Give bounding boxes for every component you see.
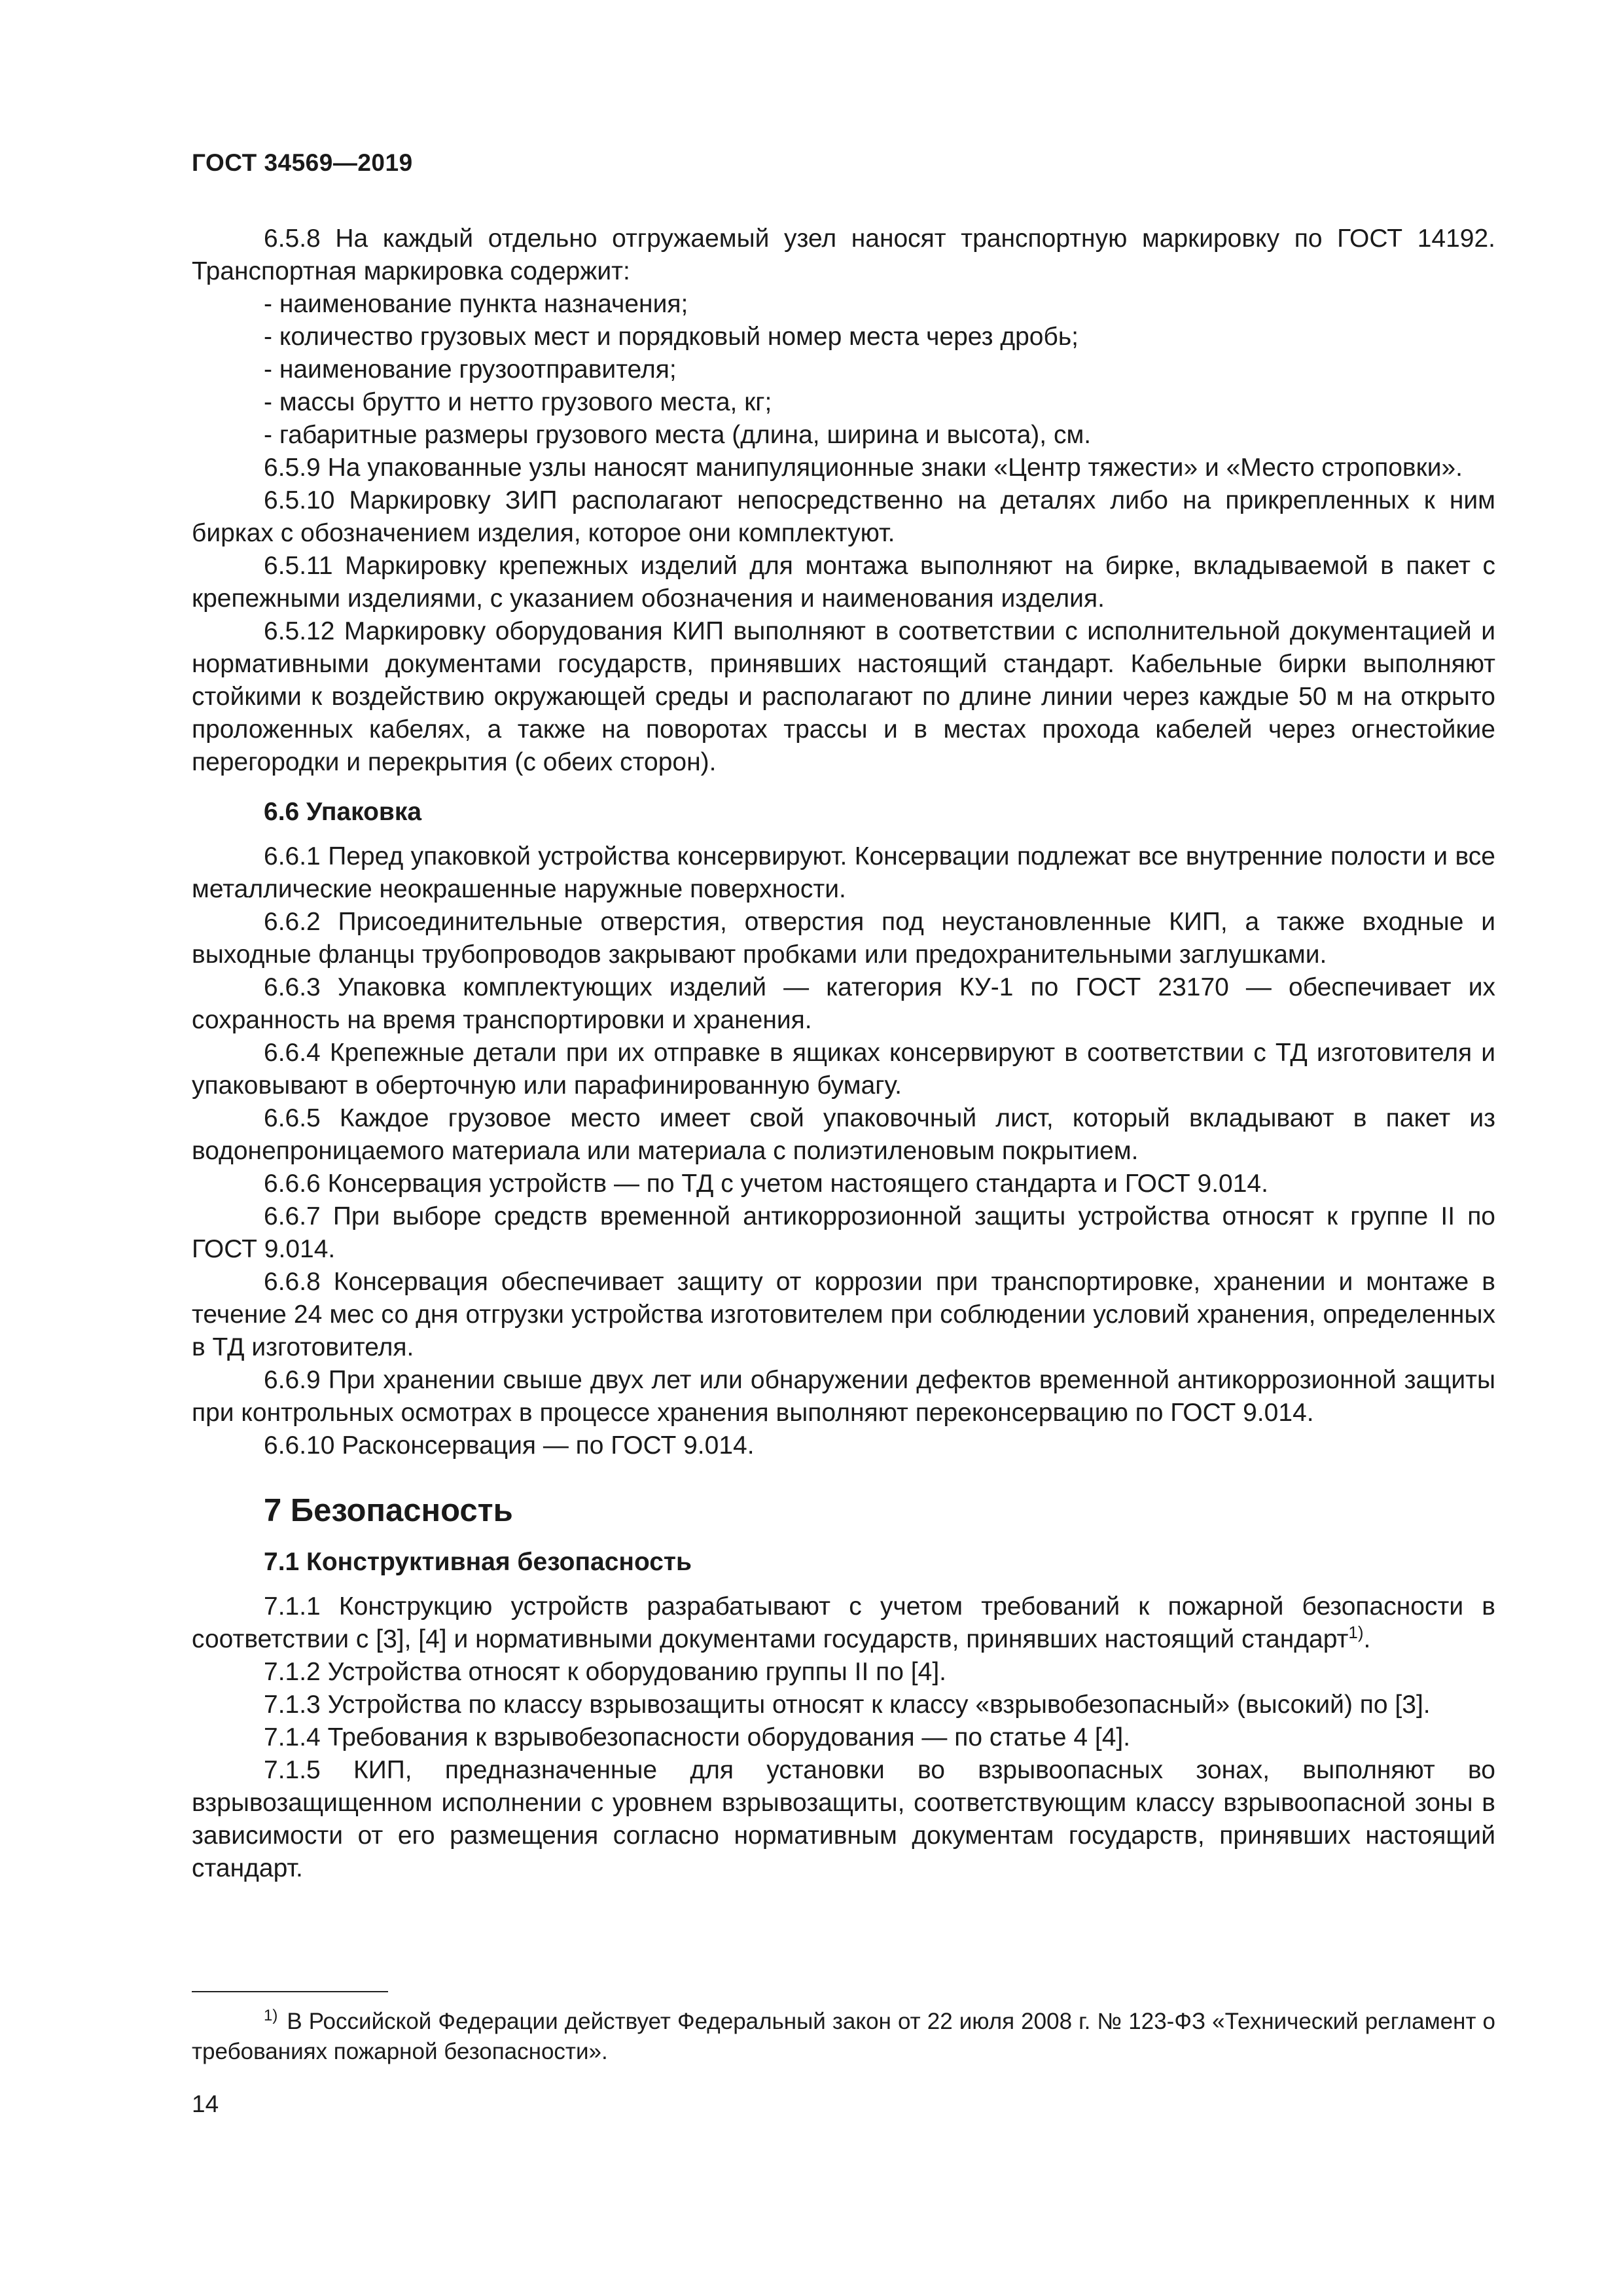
paragraph: 6.5.12 Маркировку оборудования КИП выполняют в соответствии с исполнительной документацией и нормативными документами государств, принявших настоящий стандарт. Кабельные бирки выполняют стойкими к воздействию окружающей среды и располагают по длине линии через каждые 50 м на открыто проложенных кабелях, а также на поворотах трассы и в местах прохода кабелей через огнестойкие перегородки и перекрытия (с обеих сторон). bbox=[192, 617, 1495, 776]
paragraph: 6.6.4 Крепежные детали при их отправке в ящиках консервируют в соответствии с ТД изготовителя и упаковывают в оберточную или парафинированную бумагу. bbox=[192, 1039, 1495, 1100]
list-item: - габаритные размеры грузового места (длина, ширина и высота), см. bbox=[264, 421, 1092, 449]
paragraph: 6.5.11 Маркировку крепежных изделий для монтажа выполняют на бирке, вкладываемой в пакет с крепежными изделиями, с указанием обозначения и наименования изделия. bbox=[192, 552, 1495, 613]
paragraph: 6.6.7 При выборе средств временной антикоррозионной защиты устройства относят к группе II по ГОСТ 9.014. bbox=[192, 1202, 1495, 1263]
paragraph-end: . bbox=[1363, 1625, 1371, 1653]
section-heading-7-1: 7.1 Конструктивная безопасность bbox=[264, 1548, 692, 1576]
paragraph: 7.1.3 Устройства по классу взрывозащиты относят к классу «взрывобезопасный» (высокий) по [3]. bbox=[264, 1691, 1431, 1719]
paragraph: 6.6.1 Перед упаковкой устройства консервируют. Консервации подлежат все внутренние полости и все металлические неокрашенные наружные поверхности. bbox=[192, 842, 1495, 903]
document-header: ГОСТ 34569—2019 bbox=[192, 149, 413, 176]
paragraph: 7.1.4 Требования к взрывобезопасности оборудования — по статье 4 [4]. bbox=[264, 1723, 1131, 1751]
list-item: - наименование пункта назначения; bbox=[264, 290, 688, 318]
paragraph: 6.6.6 Консервация устройств — по ТД с учетом настоящего стандарта и ГОСТ 9.014. bbox=[264, 1170, 1268, 1198]
section-heading-6-6: 6.6 Упаковка bbox=[264, 798, 422, 826]
paragraph: 6.6.9 При хранении свыше двух лет или обнаружении дефектов временной антикоррозионной защиты при контрольных осмотрах в процессе хранения выполняют переконсервацию по ГОСТ 9.014. bbox=[192, 1366, 1495, 1427]
paragraph: 6.5.9 На упакованные узлы наносят манипуляционные знаки «Центр тяжести» и «Место строповки». bbox=[264, 454, 1463, 482]
paragraph: 6.6.2 Присоединительные отверстия, отверстия под неустановленные КИП, а также входные и выходные фланцы трубопроводов закрывают пробками или предохранительными заглушками. bbox=[192, 908, 1495, 969]
list-item: - наименование грузоотправителя; bbox=[264, 355, 677, 384]
paragraph: 6.5.8 На каждый отдельно отгружаемый узел наносят транспортную маркировку по ГОСТ 14192. Транспортная маркировка содержит: bbox=[192, 224, 1495, 285]
page-number: 14 bbox=[192, 2090, 219, 2117]
paragraph: 7.1.5 КИП, предназначенные для установки во взрывоопасных зонах, выполняют во взрывозащищенном исполнении с уровнем взрывозащиты, соответствующим классу взрывоопасной зоны в зависимости от его размещения согласно нормативным документам государств, принявших настоящий стандарт. bbox=[192, 1756, 1495, 1882]
footnote-divider bbox=[192, 1991, 388, 1992]
paragraph-7-1-1 bbox=[192, 1590, 1495, 1656]
paragraph: 6.5.10 Маркировку ЗИП располагают непосредственно на деталях либо на прикрепленных к ним бирках с обозначением изделия, которое они комплектуют. bbox=[192, 486, 1495, 547]
paragraph: 6.6.3 Упаковка комплектующих изделий — категория КУ-1 по ГОСТ 23170 — обеспечивает их сохранность на время транспортировки и хранения. bbox=[192, 973, 1495, 1034]
footnote-reference[interactable]: 1) bbox=[1348, 1623, 1364, 1642]
list-item: - массы брутто и нетто грузового места, кг; bbox=[264, 388, 772, 416]
paragraph-text: 7.1.1 Конструкцию устройств разрабатывают с учетом требований к пожарной безопасности в соответствии с [3], [4] и нормативными документами государств, принявших настоящий стандарт bbox=[192, 1592, 1495, 1653]
document-body bbox=[192, 223, 1495, 1885]
paragraph: 6.6.5 Каждое грузовое место имеет свой упаковочный лист, который вкладывают в пакет из водонепроницаемого материала или материала с полиэтиленовым покрытием. bbox=[192, 1104, 1495, 1165]
footnote-mark: 1) bbox=[264, 2007, 278, 2025]
chapter-heading-7: 7 Безопасность bbox=[264, 1493, 513, 1528]
list-item: - количество грузовых мест и порядковый номер места через дробь; bbox=[264, 323, 1079, 351]
paragraph: 7.1.2 Устройства относят к оборудованию группы II по [4]. bbox=[264, 1658, 947, 1686]
paragraph: 6.6.10 Расконсервация — по ГОСТ 9.014. bbox=[264, 1431, 755, 1460]
footnote-text: В Российской Федерации действует Федеральный закон от 22 июля 2008 г. № 123-ФЗ «Технический регламент о требованиях пожарной безопасности». bbox=[192, 2009, 1495, 2064]
paragraph: 6.6.8 Консервация обеспечивает защиту от коррозии при транспортировке, хранении и монтаже в течение 24 мес со дня отгрузки устройства изготовителем при соблюдении условий хранения, определенных в ТД изготовителя. bbox=[192, 1268, 1495, 1361]
footnote bbox=[192, 2007, 1495, 2067]
